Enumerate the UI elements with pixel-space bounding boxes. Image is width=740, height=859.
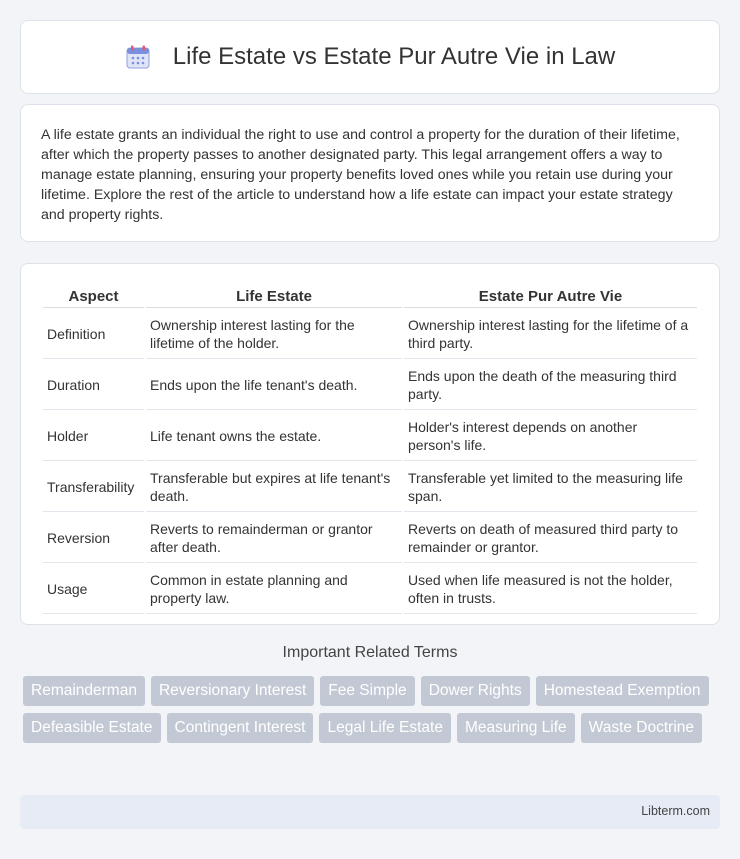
table-header-row — [43, 284, 697, 308]
table-row — [43, 310, 697, 359]
related-terms-title: Important Related Terms — [282, 644, 458, 661]
tag-waste-doctrine[interactable]: Waste Doctrine — [581, 713, 702, 743]
header-card — [20, 20, 720, 94]
row-life-estate: Ends upon the life tenant's death. — [146, 361, 402, 410]
tag-remainderman[interactable]: Remainderman — [23, 676, 145, 706]
row-pur-autre-vie: Ownership interest lasting for the lifetime of a third party. — [404, 310, 697, 359]
table-row — [43, 463, 697, 512]
row-life-estate: Life tenant owns the estate. — [146, 412, 402, 461]
row-life-estate: Reverts to remainderman or grantor after death. — [146, 514, 402, 563]
related-terms-section — [20, 644, 720, 750]
title-wrap — [21, 21, 719, 93]
row-aspect: Holder — [43, 412, 144, 461]
tag-legal-life-estate[interactable]: Legal Life Estate — [319, 713, 450, 743]
tag-fee-simple[interactable]: Fee Simple — [320, 676, 414, 706]
row-aspect: Reversion — [43, 514, 144, 563]
intro-card — [20, 104, 720, 242]
row-life-estate: Transferable but expires at life tenant's death. — [146, 463, 402, 512]
table-row — [43, 412, 697, 461]
tag-contingent-interest[interactable]: Contingent Interest — [167, 713, 314, 743]
comparison-table-card — [20, 263, 720, 625]
row-aspect: Transferability — [43, 463, 144, 512]
tag-defeasible-estate[interactable]: Defeasible Estate — [23, 713, 161, 743]
row-life-estate: Ownership interest lasting for the lifetime of the holder. — [146, 310, 402, 359]
row-pur-autre-vie: Holder's interest depends on another person's life. — [404, 412, 697, 461]
tag-measuring-life[interactable]: Measuring Life — [457, 713, 575, 743]
table-row — [43, 565, 697, 614]
tag-homestead-exemption[interactable]: Homestead Exemption — [536, 676, 709, 706]
row-pur-autre-vie: Transferable yet limited to the measuring life span. — [404, 463, 697, 512]
tag-dower-rights[interactable]: Dower Rights — [421, 676, 530, 706]
header-life-estate: Life Estate — [146, 284, 402, 308]
table-row — [43, 361, 697, 410]
table-row — [43, 514, 697, 563]
tag-reversionary-interest[interactable]: Reversionary Interest — [151, 676, 314, 706]
intro-paragraph: A life estate grants an individual the right to use and control a property for the duration of their lifetime, after which the property passes to another designated party. This legal arrangement offers a way to manage estate planning, ensuring your property benefits loved ones while you retain use during your lifetime. Explore the rest of the article to understand how a life estate can impact your estate strategy and property rights. — [41, 127, 680, 223]
footer-site-link[interactable]: Libterm.com — [641, 804, 710, 818]
footer — [20, 795, 720, 829]
row-pur-autre-vie: Used when life measured is not the holder, often in trusts. — [404, 565, 697, 614]
row-pur-autre-vie: Reverts on death of measured third party to remainder or grantor. — [404, 514, 697, 563]
comparison-table — [41, 282, 699, 616]
row-aspect: Definition — [43, 310, 144, 359]
row-aspect: Usage — [43, 565, 144, 614]
row-life-estate: Common in estate planning and property law. — [146, 565, 402, 614]
related-terms-tags — [20, 676, 720, 750]
row-pur-autre-vie: Ends upon the death of the measuring third party. — [404, 361, 697, 410]
calendar-icon — [125, 44, 151, 70]
header-estate-pur-autre-vie: Estate Pur Autre Vie — [404, 284, 697, 308]
row-aspect: Duration — [43, 361, 144, 410]
page-title: Life Estate vs Estate Pur Autre Vie in Law — [172, 43, 616, 70]
header-aspect: Aspect — [43, 284, 144, 308]
